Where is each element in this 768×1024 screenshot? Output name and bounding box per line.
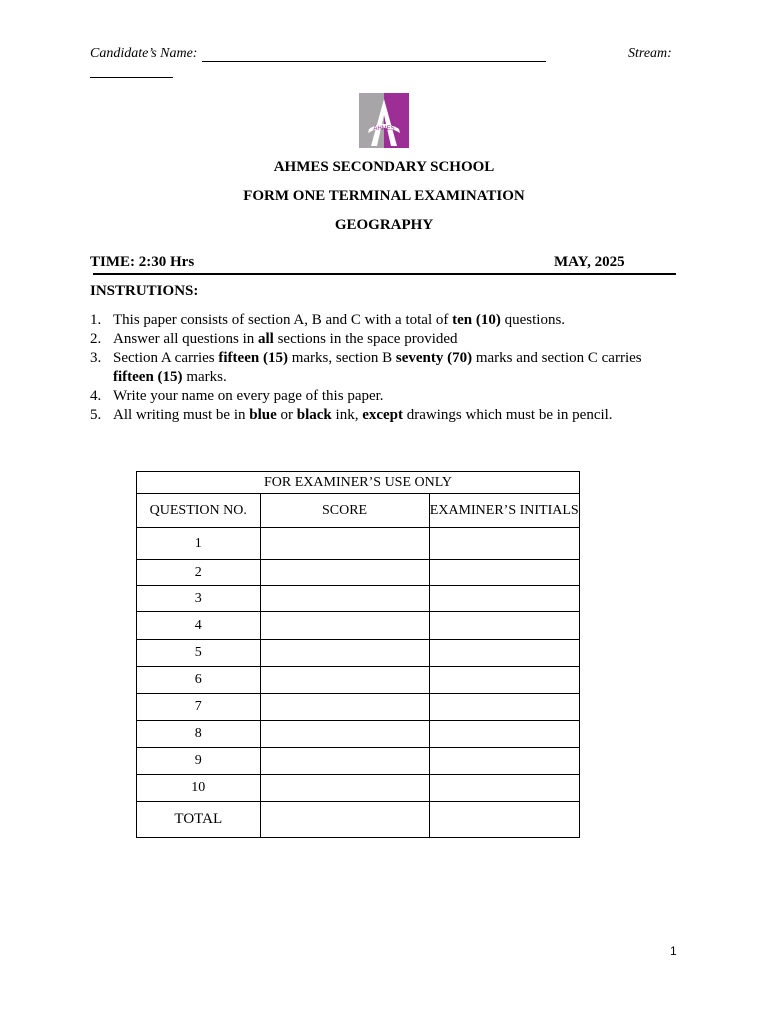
- page-number: 1: [670, 944, 677, 958]
- question-number-cell: 4: [137, 612, 261, 640]
- table-row: [137, 560, 580, 586]
- instruction-emphasis: fifteen (15): [113, 369, 183, 385]
- header-score: SCORE: [260, 494, 429, 528]
- table-row: [137, 528, 580, 560]
- initials-cell[interactable]: [429, 694, 579, 721]
- svg-text:AHMES: AHMES: [373, 126, 395, 132]
- table-row: [137, 775, 580, 802]
- instruction-emphasis: blue: [249, 407, 277, 423]
- question-number-cell: 6: [137, 667, 261, 694]
- table-row: [137, 694, 580, 721]
- exam-date: MAY, 2025: [554, 254, 625, 270]
- score-cell[interactable]: [260, 560, 429, 586]
- question-number-cell: 8: [137, 721, 261, 748]
- total-row: [137, 802, 580, 838]
- question-number-cell: 1: [137, 528, 261, 560]
- total-initials-cell[interactable]: [429, 802, 579, 838]
- instruction-emphasis: except: [362, 407, 404, 423]
- initials-cell[interactable]: [429, 586, 579, 612]
- question-number-cell: 10: [137, 775, 261, 802]
- school-name: AHMES SECONDARY SCHOOL: [273, 159, 495, 175]
- instruction-item: [90, 387, 660, 406]
- examiner-table-title: FOR EXAMINER’S USE ONLY: [137, 472, 580, 494]
- instruction-text: This paper consists of section A, B and C with a total of: [113, 312, 453, 328]
- table-row: [137, 748, 580, 775]
- total-score-cell[interactable]: [260, 802, 429, 838]
- instruction-text: marks and section C carries: [472, 350, 642, 366]
- score-cell[interactable]: [260, 667, 429, 694]
- subject-title: GEOGRAPHY: [334, 217, 434, 233]
- instruction-emphasis: all: [257, 331, 274, 347]
- table-row: [137, 612, 580, 640]
- instruction-number: 4.: [90, 388, 102, 404]
- instruction-number: 1.: [90, 312, 102, 328]
- instruction-text: sections in the space provided: [273, 331, 458, 347]
- score-cell[interactable]: [260, 612, 429, 640]
- stream-line: [90, 77, 173, 78]
- candidate-name-label: Candidate’s Name:: [90, 46, 198, 61]
- instruction-emphasis: black: [296, 407, 332, 423]
- exam-title: FORM ONE TERMINAL EXAMINATION: [243, 188, 525, 204]
- exam-time: TIME: 2:30 Hrs: [90, 254, 195, 270]
- instruction-text: ink,: [331, 407, 363, 423]
- score-cell[interactable]: [260, 640, 429, 667]
- initials-cell[interactable]: [429, 528, 579, 560]
- instruction-text: All writing must be in: [113, 407, 250, 423]
- instruction-text: Write your name on every page of this paper.: [113, 388, 384, 404]
- score-cell[interactable]: [260, 694, 429, 721]
- instruction-number: 2.: [90, 331, 102, 347]
- table-row: [137, 667, 580, 694]
- instruction-number: 3.: [90, 350, 102, 366]
- instruction-text: Section A carries: [113, 350, 219, 366]
- score-cell[interactable]: [260, 748, 429, 775]
- instruction-text: Answer all questions in: [113, 331, 258, 347]
- instructions-heading: INSTRUTIONS:: [90, 283, 199, 299]
- initials-cell[interactable]: [429, 640, 579, 667]
- instruction-text: marks.: [182, 369, 227, 385]
- instruction-item: [90, 330, 660, 349]
- school-logo: [359, 93, 409, 148]
- initials-cell[interactable]: [429, 721, 579, 748]
- header-rule: [93, 273, 676, 275]
- question-number-cell: 2: [137, 560, 261, 586]
- header-question-no: QUESTION NO.: [137, 494, 261, 528]
- instruction-emphasis: ten (10): [452, 312, 501, 328]
- total-label: TOTAL: [137, 802, 261, 838]
- instruction-number: 5.: [90, 407, 102, 423]
- candidate-name-line: [202, 61, 546, 62]
- instruction-item: [90, 311, 660, 330]
- instruction-text: questions.: [500, 312, 566, 328]
- instruction-item: [90, 349, 660, 387]
- instructions-list: [90, 311, 660, 425]
- initials-cell[interactable]: [429, 560, 579, 586]
- instruction-item: [90, 406, 660, 425]
- score-cell[interactable]: [260, 528, 429, 560]
- initials-cell[interactable]: [429, 667, 579, 694]
- table-row: [137, 586, 580, 612]
- instruction-text: drawings which must be in pencil.: [403, 407, 613, 423]
- question-number-cell: 3: [137, 586, 261, 612]
- instruction-emphasis: fifteen (15): [218, 350, 288, 366]
- initials-cell[interactable]: [429, 612, 579, 640]
- table-row: [137, 640, 580, 667]
- instruction-text: marks, section B: [287, 350, 396, 366]
- question-number-cell: 9: [137, 748, 261, 775]
- question-number-cell: 5: [137, 640, 261, 667]
- question-number-cell: 7: [137, 694, 261, 721]
- header-examiner-initials: EXAMINER’S INITIALS: [429, 494, 579, 528]
- instruction-emphasis: seventy (70): [395, 350, 473, 366]
- initials-cell[interactable]: [429, 748, 579, 775]
- score-cell[interactable]: [260, 586, 429, 612]
- score-cell[interactable]: [260, 775, 429, 802]
- initials-cell[interactable]: [429, 775, 579, 802]
- score-cell[interactable]: [260, 721, 429, 748]
- stream-label: Stream:: [628, 46, 672, 61]
- table-row: [137, 721, 580, 748]
- instruction-text: or: [276, 407, 297, 423]
- examiner-table: [136, 471, 580, 838]
